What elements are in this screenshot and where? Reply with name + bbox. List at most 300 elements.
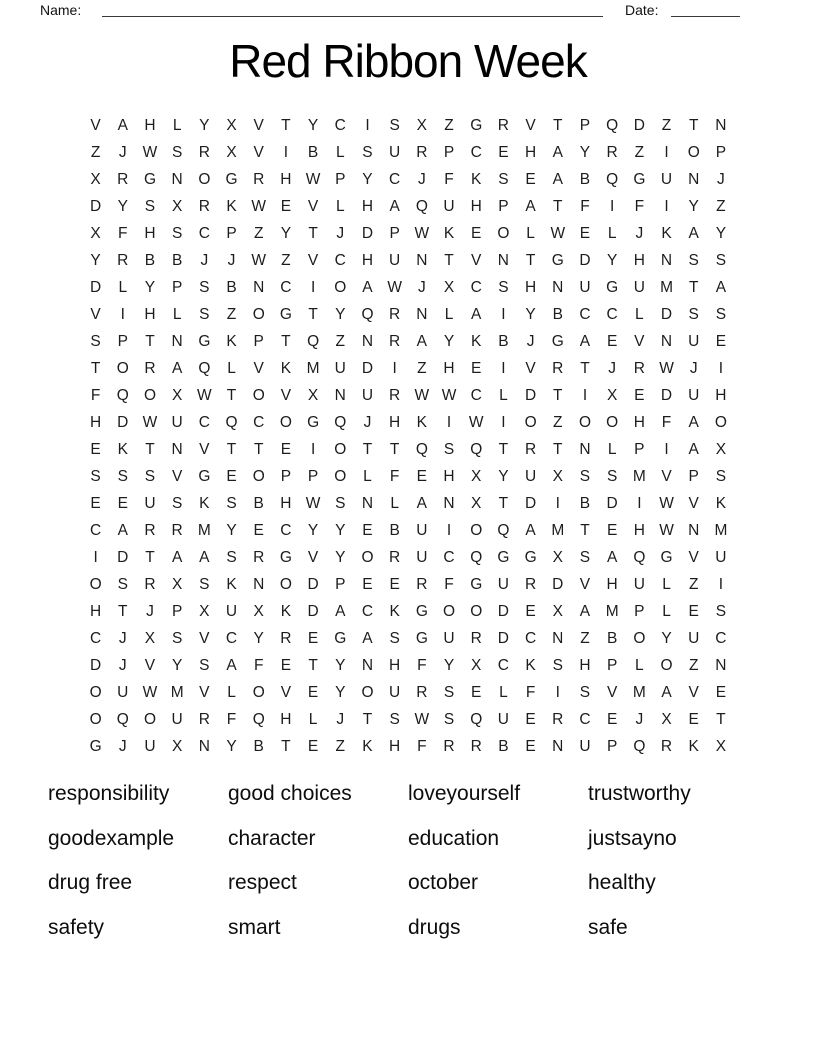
grid-letter: H: [361, 251, 374, 269]
grid-letter: P: [715, 143, 727, 161]
grid-letter: D: [361, 359, 374, 377]
grid-letter: H: [89, 602, 102, 620]
grid-letter: E: [606, 332, 618, 350]
grid-letter: R: [389, 548, 401, 566]
grid-letter: K: [280, 359, 292, 377]
grid-letter: A: [579, 332, 591, 350]
grid-letter: E: [307, 683, 319, 701]
grid-letter: E: [634, 386, 645, 404]
grid-letter: V: [307, 197, 319, 215]
grid-letter: B: [498, 332, 509, 350]
grid-letter: R: [198, 197, 210, 215]
grid-letter: S: [335, 494, 346, 512]
grid-letter: C: [198, 413, 210, 431]
grid-letter: E: [715, 332, 727, 350]
grid-letter: O: [687, 143, 700, 161]
grid-letter: T: [226, 440, 237, 458]
grid-letter: S: [226, 548, 237, 566]
grid-letter: Y: [335, 305, 346, 323]
grid-letter: C: [470, 278, 482, 296]
grid-letter: X: [307, 386, 319, 404]
grid-letter: K: [416, 413, 428, 431]
grid-letter: E: [389, 575, 400, 593]
grid-letter: S: [498, 170, 509, 188]
grid-letter: V: [144, 656, 156, 674]
grid-letter: N: [552, 737, 564, 755]
grid-letter: E: [715, 683, 727, 701]
grid-letter: N: [416, 305, 428, 323]
grid-letter: J: [526, 332, 535, 350]
grid-letter: I: [446, 521, 452, 539]
grid-letter: M: [197, 521, 211, 539]
grid-letter: A: [715, 278, 727, 296]
grid-letter: F: [389, 467, 400, 485]
grid-letter: C: [198, 224, 210, 242]
grid-letter: F: [444, 575, 454, 593]
grid-letter: S: [715, 467, 727, 485]
grid-letter: L: [499, 683, 508, 701]
grid-letter: I: [93, 548, 98, 566]
grid-letter: W: [251, 251, 267, 269]
grid-letter: U: [225, 602, 238, 620]
grid-letter: Z: [253, 224, 264, 242]
grid-letter: X: [471, 494, 482, 512]
grid-letter: N: [253, 278, 265, 296]
grid-letter: C: [579, 710, 591, 728]
grid-letter: P: [335, 170, 346, 188]
grid-letter: P: [634, 602, 645, 620]
grid-letter: O: [334, 467, 347, 485]
grid-letter: S: [117, 575, 128, 593]
grid-letter: T: [444, 251, 454, 269]
grid-letter: G: [551, 251, 564, 269]
grid-letter: C: [470, 386, 482, 404]
grid-letter: C: [253, 413, 265, 431]
grid-letter: R: [198, 710, 210, 728]
grid-letter: G: [279, 548, 292, 566]
grid-letter: O: [497, 224, 510, 242]
grid-letter: E: [307, 629, 319, 647]
grid-letter: X: [171, 737, 183, 755]
grid-letter: F: [90, 386, 101, 404]
grid-letter: N: [361, 494, 374, 512]
grid-letter: X: [90, 170, 101, 188]
grid-letter: S: [199, 575, 210, 593]
grid-letter: Z: [553, 413, 563, 431]
grid-letter: U: [688, 332, 700, 350]
word-list: [48, 772, 768, 950]
grid-letter: J: [200, 251, 209, 269]
grid-letter: L: [118, 278, 128, 296]
grid-letter: E: [471, 224, 482, 242]
grid-letter: S: [579, 548, 591, 566]
grid-letter: T: [118, 602, 128, 620]
grid-letter: C: [280, 278, 292, 296]
grid-letter: K: [661, 224, 672, 242]
grid-letter: R: [524, 440, 537, 458]
grid-letter: A: [117, 116, 128, 134]
grid-letter: E: [226, 467, 237, 485]
grid-letter: G: [198, 332, 211, 350]
grid-letter: L: [227, 683, 236, 701]
grid-letter: F: [444, 170, 454, 188]
word-item: respect: [228, 871, 297, 895]
grid-letter: B: [552, 305, 563, 323]
grid-letter: Q: [470, 710, 483, 728]
grid-letter: S: [171, 143, 183, 161]
grid-letter: O: [334, 440, 347, 458]
grid-letter: Y: [280, 224, 292, 242]
grid-letter: X: [471, 467, 482, 485]
grid-letter: E: [579, 224, 591, 242]
grid-letter: T: [553, 197, 563, 215]
grid-letter: E: [606, 710, 618, 728]
grid-letter: G: [225, 170, 238, 188]
grid-letter: I: [718, 359, 724, 377]
grid-letter: O: [633, 629, 646, 647]
grid-letter: D: [606, 494, 618, 512]
grid-letter: D: [633, 116, 645, 134]
grid-letter: O: [334, 278, 347, 296]
grid-letter: V: [525, 116, 536, 134]
grid-letter: N: [171, 170, 183, 188]
grid-letter: X: [715, 440, 727, 458]
grid-letter: A: [389, 197, 400, 215]
grid-letter: G: [606, 278, 619, 296]
grid-letter: T: [281, 737, 291, 755]
grid-letter: R: [117, 170, 129, 188]
grid-letter: I: [392, 359, 397, 377]
grid-letter: L: [607, 440, 617, 458]
grid-letter: N: [171, 332, 183, 350]
grid-letter: R: [416, 143, 428, 161]
grid-letter: Z: [444, 116, 454, 134]
grid-letter: S: [579, 467, 591, 485]
grid-letter: Q: [252, 710, 265, 728]
grid-letter: C: [497, 656, 509, 674]
grid-letter: H: [280, 710, 292, 728]
grid-letter: X: [606, 386, 618, 404]
grid-letter: J: [635, 710, 644, 728]
grid-letter: Z: [634, 143, 645, 161]
grid-letter: T: [553, 440, 563, 458]
grid-letter: S: [389, 116, 400, 134]
grid-letter: J: [417, 278, 426, 296]
word-item: drug free: [48, 871, 133, 895]
grid-letter: Y: [335, 683, 346, 701]
grid-letter: F: [118, 224, 128, 242]
grid-letter: O: [470, 602, 483, 620]
grid-letter: T: [716, 710, 726, 728]
grid-letter: Y: [90, 251, 101, 269]
grid-letter: J: [363, 413, 372, 431]
grid-letter: F: [580, 197, 590, 215]
grid-letter: L: [635, 305, 644, 323]
grid-letter: V: [199, 683, 210, 701]
grid-letter: A: [661, 683, 672, 701]
grid-letter: N: [416, 251, 428, 269]
grid-letter: R: [280, 629, 292, 647]
grid-letter: J: [417, 170, 426, 188]
grid-letter: A: [416, 494, 428, 512]
grid-letter: G: [633, 170, 646, 188]
grid-letter: I: [610, 197, 615, 215]
grid-letter: U: [117, 683, 129, 701]
grid-letter: P: [307, 467, 319, 485]
name-blank-line: [102, 0, 603, 17]
grid-letter: H: [443, 359, 455, 377]
grid-letter: Q: [307, 332, 320, 350]
grid-letter: Q: [361, 305, 374, 323]
grid-letter: R: [144, 359, 156, 377]
grid-letter: X: [715, 737, 727, 755]
grid-letter: H: [715, 386, 727, 404]
grid-letter: Y: [307, 116, 319, 134]
grid-letter: U: [688, 386, 700, 404]
grid-letter: G: [470, 116, 483, 134]
grid-letter: Q: [470, 548, 483, 566]
grid-letter: N: [198, 737, 210, 755]
grid-letter: S: [688, 305, 699, 323]
grid-letter: X: [471, 656, 482, 674]
grid-letter: T: [498, 494, 509, 512]
grid-letter: U: [633, 575, 645, 593]
grid-letter: C: [389, 170, 401, 188]
grid-letter: S: [199, 278, 210, 296]
grid-letter: E: [307, 737, 319, 755]
grid-letter: S: [144, 467, 156, 485]
grid-letter: S: [362, 143, 373, 161]
grid-letter: O: [252, 386, 265, 404]
grid-letter: J: [336, 224, 345, 242]
grid-letter: N: [552, 278, 564, 296]
grid-letter: Z: [335, 737, 346, 755]
grid-letter: S: [579, 683, 591, 701]
grid-letter: U: [389, 251, 401, 269]
grid-letter: L: [662, 575, 671, 593]
grid-letter: Q: [633, 548, 646, 566]
grid-letter: Q: [116, 386, 129, 404]
grid-letter: N: [497, 251, 509, 269]
grid-letter: Z: [226, 305, 237, 323]
word-item: education: [408, 826, 500, 850]
grid-letter: P: [443, 143, 455, 161]
grid-letter: C: [280, 521, 292, 539]
grid-letter: J: [689, 359, 698, 377]
grid-letter: K: [471, 170, 482, 188]
grid-letter: D: [660, 305, 673, 323]
grid-letter: X: [171, 386, 183, 404]
word-item: october: [408, 871, 479, 895]
grid-letter: L: [363, 467, 372, 485]
grid-letter: U: [334, 359, 346, 377]
grid-letter: Z: [580, 629, 590, 647]
grid-letter: M: [632, 683, 646, 701]
grid-letter: X: [171, 575, 183, 593]
grid-letter: X: [226, 143, 237, 161]
grid-letter: O: [470, 521, 483, 539]
grid-letter: L: [390, 494, 399, 512]
grid-letter: Y: [226, 521, 237, 539]
grid-letter: N: [334, 386, 346, 404]
grid-letter: V: [579, 575, 591, 593]
grid-letter: O: [361, 683, 374, 701]
grid-letter: O: [89, 710, 102, 728]
grid-letter: T: [553, 386, 563, 404]
grid-letter: D: [579, 251, 591, 269]
grid-letter: V: [199, 629, 210, 647]
grid-letter: H: [144, 224, 156, 242]
grid-letter: P: [117, 332, 128, 350]
grid-letter: R: [416, 683, 428, 701]
grid-letter: O: [89, 683, 102, 701]
word-item: good choices: [228, 782, 352, 806]
grid-letter: S: [443, 710, 455, 728]
grid-letter: J: [608, 359, 617, 377]
grid-letter: X: [90, 224, 101, 242]
grid-letter: Y: [199, 116, 210, 134]
grid-letter: M: [306, 359, 320, 377]
grid-letter: A: [552, 143, 563, 161]
grid-letter: H: [280, 170, 292, 188]
grid-letter: Q: [633, 737, 646, 755]
grid-letter: Z: [688, 575, 699, 593]
grid-letter: G: [279, 305, 292, 323]
grid-letter: S: [90, 332, 101, 350]
grid-letter: N: [660, 251, 673, 269]
grid-letter: I: [637, 494, 642, 512]
grid-letter: T: [281, 116, 291, 134]
grid-letter: W: [414, 224, 430, 242]
grid-letter: W: [142, 683, 158, 701]
grid-letter: U: [361, 386, 374, 404]
grid-letter: E: [525, 602, 536, 620]
grid-letter: N: [253, 575, 265, 593]
grid-letter: R: [524, 575, 537, 593]
grid-letter: U: [389, 143, 401, 161]
grid-letter: F: [226, 710, 237, 728]
grid-letter: X: [552, 602, 563, 620]
grid-letter: L: [635, 656, 644, 674]
grid-letter: G: [334, 629, 347, 647]
grid-letter: V: [90, 305, 101, 323]
grid-letter: A: [552, 170, 563, 188]
grid-letter: G: [470, 575, 483, 593]
grid-letter: U: [633, 278, 645, 296]
grid-letter: Y: [144, 278, 156, 296]
grid-letter: K: [688, 737, 699, 755]
grid-letter: X: [144, 629, 156, 647]
grid-letter: A: [471, 305, 482, 323]
grid-letter: W: [659, 359, 674, 377]
grid-letter: S: [226, 494, 237, 512]
grid-letter: E: [525, 170, 536, 188]
grid-letter: T: [553, 116, 563, 134]
grid-letter: E: [280, 440, 292, 458]
grid-letter: U: [497, 710, 509, 728]
grid-letter: G: [497, 548, 510, 566]
grid-letter: U: [524, 467, 537, 485]
word-item: trustworthy: [588, 782, 691, 806]
grid-letter: P: [688, 467, 699, 485]
grid-letter: C: [334, 251, 346, 269]
grid-letter: E: [525, 710, 536, 728]
grid-letter: I: [120, 305, 125, 323]
letter-grid: [82, 112, 735, 760]
grid-letter: H: [470, 197, 482, 215]
grid-letter: C: [89, 521, 102, 539]
grid-letter: T: [308, 305, 318, 323]
grid-letter: K: [389, 602, 400, 620]
grid-letter: I: [718, 575, 724, 593]
grid-letter: K: [117, 440, 128, 458]
grid-letter: E: [525, 737, 536, 755]
grid-letter: U: [443, 197, 455, 215]
grid-letter: B: [253, 737, 264, 755]
grid-letter: Y: [307, 521, 319, 539]
grid-letter: C: [606, 305, 618, 323]
grid-letter: I: [501, 413, 506, 431]
grid-letter: H: [579, 656, 591, 674]
grid-letter: I: [664, 440, 669, 458]
grid-letter: N: [715, 116, 727, 134]
grid-letter: R: [389, 305, 401, 323]
grid-letter: G: [89, 737, 102, 755]
word-item: drugs: [408, 916, 461, 940]
grid-letter: R: [497, 116, 509, 134]
grid-letter: U: [144, 494, 156, 512]
grid-letter: D: [117, 413, 129, 431]
grid-letter: J: [336, 710, 345, 728]
grid-letter: M: [605, 602, 619, 620]
grid-letter: H: [443, 467, 455, 485]
grid-letter: P: [389, 224, 400, 242]
grid-letter: J: [227, 251, 236, 269]
grid-letter: T: [362, 440, 373, 458]
grid-letter: Y: [579, 143, 591, 161]
grid-letter: U: [497, 575, 509, 593]
grid-letter: Y: [443, 656, 455, 674]
grid-letter: E: [498, 143, 509, 161]
grid-letter: L: [308, 710, 318, 728]
grid-letter: I: [365, 116, 370, 134]
grid-letter: O: [143, 710, 156, 728]
grid-letter: B: [579, 494, 591, 512]
grid-letter: L: [444, 305, 454, 323]
grid-letter: V: [90, 116, 101, 134]
grid-letter: P: [226, 224, 237, 242]
grid-letter: B: [579, 170, 591, 188]
grid-letter: T: [145, 332, 155, 350]
grid-letter: T: [90, 359, 101, 377]
grid-letter: N: [688, 521, 700, 539]
grid-letter: T: [145, 440, 155, 458]
word-item: responsibility: [48, 782, 170, 806]
grid-letter: W: [550, 224, 566, 242]
grid-letter: Z: [281, 251, 291, 269]
grid-letter: V: [688, 494, 699, 512]
grid-letter: H: [389, 656, 401, 674]
grid-letter: I: [555, 683, 560, 701]
grid-letter: R: [633, 359, 645, 377]
grid-letter: U: [171, 710, 183, 728]
word-item: character: [228, 826, 316, 850]
grid-letter: E: [606, 521, 618, 539]
grid-letter: U: [443, 629, 455, 647]
grid-letter: Y: [171, 656, 183, 674]
grid-letter: R: [470, 629, 482, 647]
grid-letter: D: [89, 656, 102, 674]
